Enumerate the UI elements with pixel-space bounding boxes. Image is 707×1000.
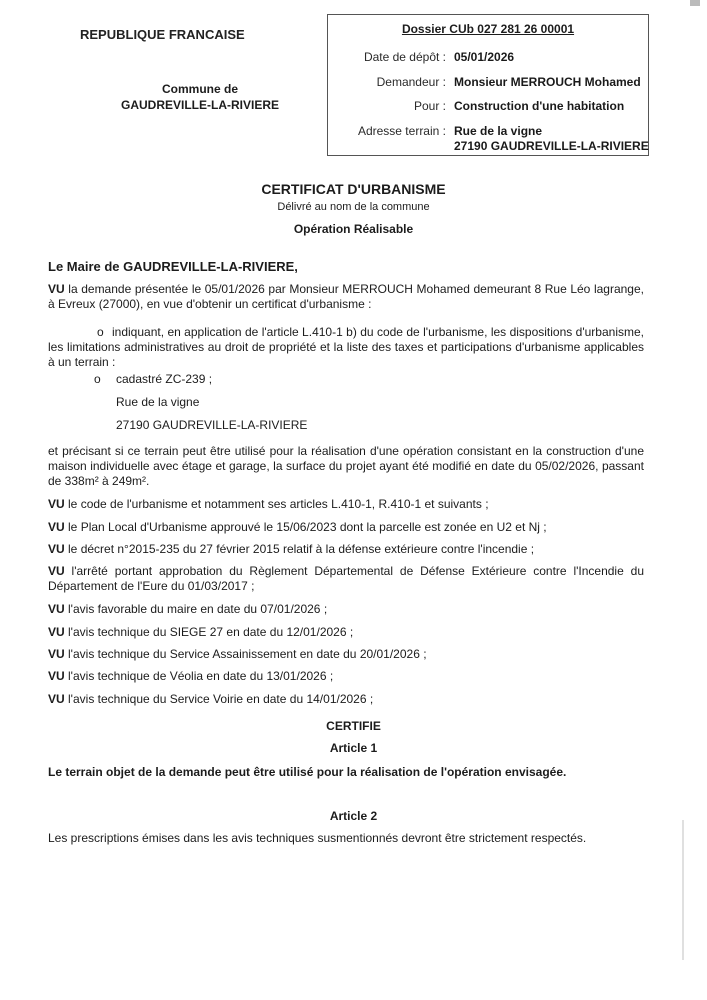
commune-name: GAUDREVILLE-LA-RIVIERE [120, 98, 279, 112]
bullet-marker: o [94, 372, 101, 386]
vu-item: VU le Plan Local d'Urbanisme approuvé le 15/06/2023 dont la parcelle est zonée en U2 et Nj ; [48, 520, 547, 534]
scan-edge-line [682, 820, 684, 960]
certificat-title: CERTIFICAT D'URBANISME [261, 181, 446, 197]
republique-heading: REPUBLIQUE FRANCAISE [80, 27, 245, 42]
article1-title: Article 1 [329, 741, 378, 755]
precisant-paragraph: et précisant si ce terrain peut être utilisé pour la réalisation d'une opération consistant en la construction d'une maison individuelle avec étage et garage, la surface du projet ayant été modifié en date du 05/02/2026, passant de 338m² à 249m². [48, 444, 644, 488]
operation-status: Opération Réalisable [293, 222, 414, 236]
bullet-marker: o [97, 325, 104, 339]
vu-item: VU le code de l'urbanisme et notamment ses articles L.410-1, R.410-1 et suivants ; [48, 497, 489, 511]
indiquant-paragraph: indiquant, en application de l'article L.410-1 b) du code de l'urbanisme, les dispositions d'urbanisme, les limitations administratives au droit de propriété et la liste des taxes et participations d'urbanisme applicables à un terrain : [48, 325, 644, 369]
article2-text: Les prescriptions émises dans les avis techniques susmentionnés devront être strictement respectés. [48, 831, 587, 845]
commune-label: Commune de [161, 82, 238, 96]
cadastre-line: cadastré ZC-239 ; [116, 372, 213, 386]
depot-value: 05/01/2026 [454, 50, 515, 64]
vu-item: VU l'avis technique du Service Assainissement en date du 20/01/2026 ; [48, 647, 427, 661]
pour-value: Construction d'une habitation [454, 99, 625, 113]
scan-artifact [690, 0, 700, 6]
pour-label: Pour : [413, 99, 446, 113]
vu-item: VU l'avis technique du SIEGE 27 en date du 12/01/2026 ; [48, 625, 354, 639]
certifie-heading: CERTIFIE [326, 719, 381, 733]
vu-item: VU l'avis favorable du maire en date du 07/01/2026 ; [48, 602, 328, 616]
maire-line: Le Maire de GAUDREVILLE-LA-RIVIERE, [48, 259, 298, 274]
demande-paragraph [48, 282, 644, 312]
certificat-subtitle: Délivré au nom de la commune [277, 201, 430, 213]
adresse-line1: Rue de la vigne [454, 124, 543, 138]
depot-label: Date de dépôt : [363, 50, 446, 64]
vu-item: VU l'arrêté portant approbation du Règlement Départemental de Défense Extérieure contre l'Incendie du Département de l'Eure du 01/03/2017 ; [48, 564, 644, 593]
article2-title: Article 2 [329, 809, 378, 823]
terrain-ville: 27190 GAUDREVILLE-LA-RIVIERE [116, 418, 308, 432]
vu-item: VU l'avis technique du Service Voirie en date du 14/01/2026 ; [48, 692, 374, 706]
adresse-label: Adresse terrain : [357, 124, 446, 138]
article1-text: Le terrain objet de la demande peut être utilisé pour la réalisation de l'opération envisagée. [48, 765, 567, 779]
vu-keyword: VU [48, 282, 65, 296]
vu-item: VU l'avis technique de Véolia en date du 13/01/2026 ; [48, 669, 334, 683]
dossier-title: Dossier CUb 027 281 26 00001 [401, 22, 575, 36]
demandeur-value: Monsieur MERROUCH Mohamed [454, 75, 641, 89]
dossier-box [327, 14, 649, 156]
vu-item: VU le décret n°2015-235 du 27 février 2015 relatif à la défense extérieure contre l'incendie ; [48, 542, 535, 556]
demandeur-label: Demandeur : [376, 75, 446, 89]
adresse-line2: 27190 GAUDREVILLE-LA-RIVIERE [454, 139, 649, 153]
terrain-rue: Rue de la vigne [116, 395, 200, 409]
demande-text: la demande présentée le 05/01/2026 par Monsieur MERROUCH Mohamed demeurant 8 Rue Léo lagrange, à Evreux (27000), en vue d'obtenir un certificat d'urbanisme : [48, 282, 644, 311]
